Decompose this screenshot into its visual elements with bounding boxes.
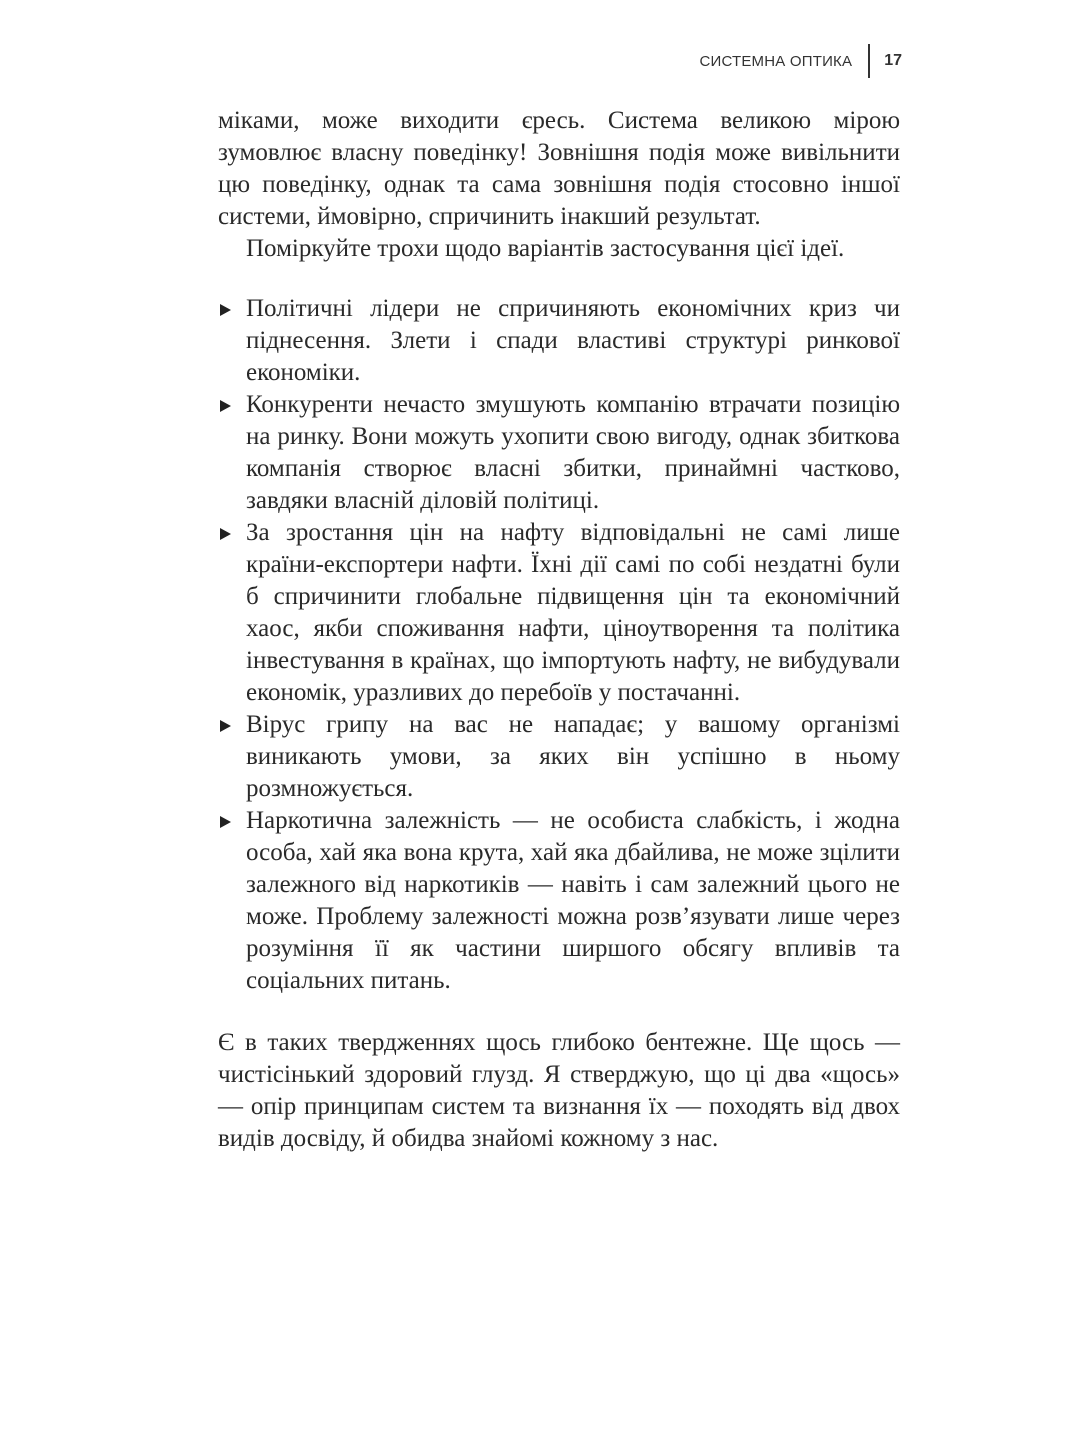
examples-list [218,293,900,997]
list-item [218,389,900,517]
list-item [218,709,900,805]
triangle-bullet-icon [220,528,231,540]
header-divider [868,44,870,78]
triangle-bullet-icon [220,816,231,828]
paragraph-prompt: Поміркуйте трохи щодо варіантів застосування цієї ідеї. [246,235,845,262]
list-item-text: Конкуренти нечасто змушують компанію втрачати позицію на ринку. Вони можуть ухопити свою вигоду, однак збиткова компанія створює власні збитки, принаймні частково, завдяки власній діловій політиці. [246,391,900,514]
list-item [218,805,900,997]
triangle-bullet-icon [220,304,231,316]
triangle-bullet-icon [220,400,231,412]
list-item [218,293,900,389]
list-item-text: Політичні лідери не спричиняють економічних криз чи піднесення. Злети і спади властиві структурі ринкової економіки. [246,295,900,386]
closing-paragraph: Є в таких твердженнях щось глибоко бентежне. Ще щось — чистісінький здоровий глузд. Я стверджую, що ці два «щось» — опір принципам систем та визнання їх — походять від двох видів досвіду, й обидва знайомі кожному з нас. [218,1029,900,1152]
page-body [218,105,900,1155]
running-header [699,44,902,78]
list-item-text: Наркотична залежність — не особиста слабкість, і жодна особа, хай яка вона крута, хай яка дбайлива, не може зцілити залежного від наркотиків — навіть і сам залежний цього не може. Проблему залежності можна розв’язувати лише через розуміння її як частини ширшого обсягу впливів та соціальних питань. [246,807,900,994]
list-item [218,517,900,709]
running-title: СИСТЕМНА ОПТИКА [699,52,853,70]
page-number: 17 [884,52,902,69]
triangle-bullet-icon [220,720,231,732]
list-item-text: Вірус грипу на вас не нападає; у вашому організмі виникають умови, за яких він успішно в ньому розмножується. [246,711,900,802]
list-item-text: За зростання цін на нафту відповідальні не самі лише країни-експортери нафти. Їхні дії самі по собі нездатні були б спричинити глобальне підвищення цін та економічний хаос, якби споживання нафти, ціноутворення та політика інвестування в країнах, що імпортують нафту, не вибудували економік, уразливих до перебоїв у постачанні. [246,519,900,706]
paragraph-continued: мікaми, може виходити єресь. Система великою мірою зумовлює власну поведінку! Зовнішня подія може вивільнити цю поведінку, однак та сама зовнішня подія стосовно іншої системи, ймовірно, спричинить інакший результат. [218,107,900,230]
